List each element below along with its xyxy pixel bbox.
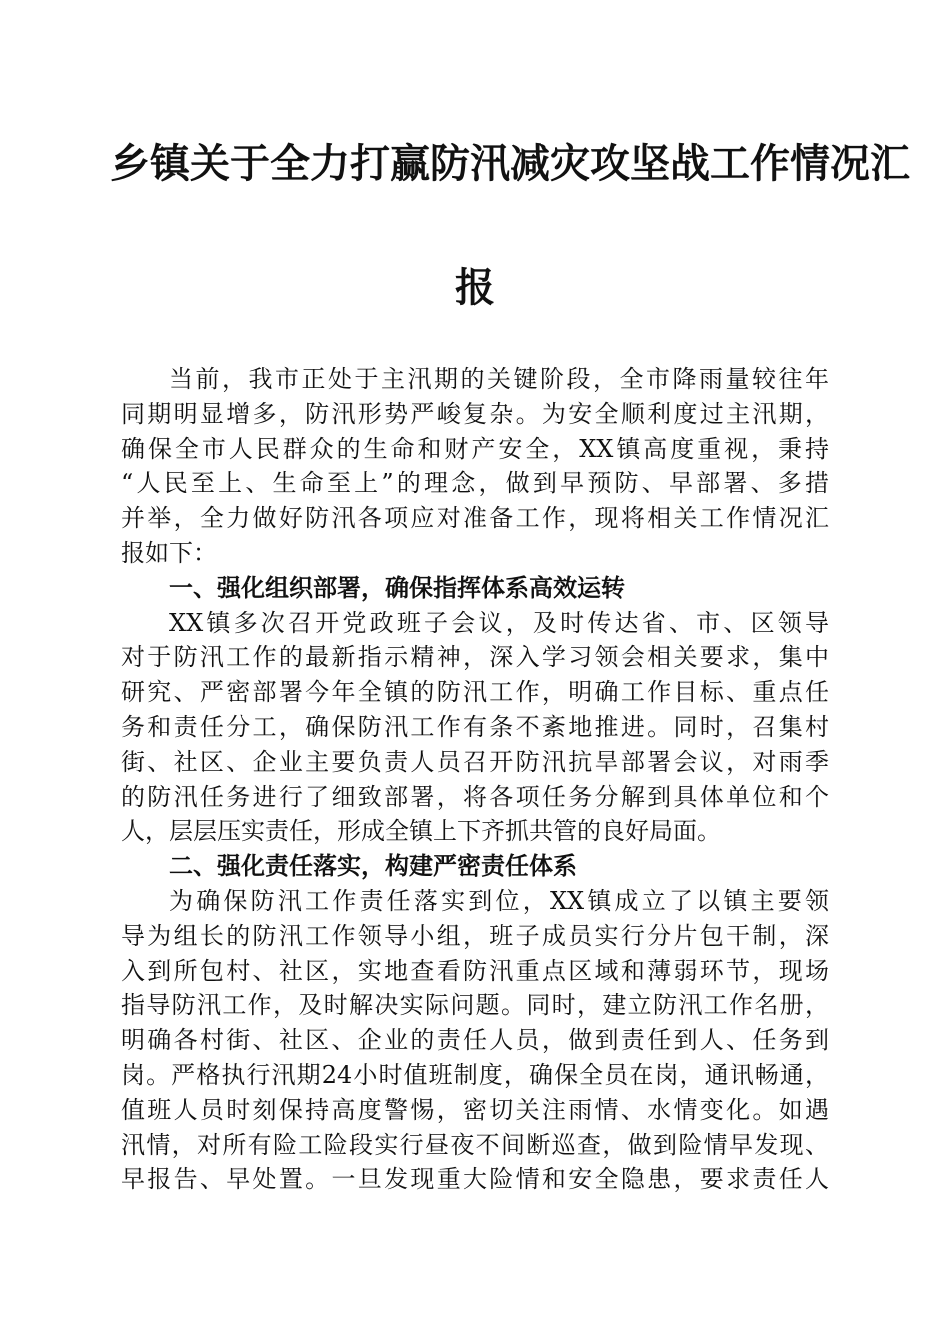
paragraph-line: 确保全市人民群众的生命和财产安全，XX镇高度重视，秉持: [121, 434, 829, 463]
paragraph-line: 早报告、早处置。一旦发现重大险情和安全隐患，要求责任人: [121, 1165, 829, 1194]
paragraph-line: 研究、严密部署今年全镇的防汛工作，明确工作目标、重点任: [121, 678, 829, 707]
paragraph-line: 值班人员时刻保持高度警惕，密切关注雨情、水情变化。如遇: [121, 1095, 829, 1124]
paragraph-line: 指导防汛工作，及时解决实际问题。同时，建立防汛工作名册，: [121, 991, 829, 1020]
paragraph-line: 入到所包村、社区，实地查看防汛重点区域和薄弱环节，现场: [121, 956, 829, 985]
document-title-line-1: 乡镇关于全力打赢防汛减灾攻坚战工作情况汇: [110, 140, 910, 187]
paragraph-line: 同期明显增多，防汛形势严峻复杂。为安全顺利度过主汛期，: [121, 399, 829, 428]
paragraph-indent: [121, 884, 169, 919]
paragraph-indent: [121, 606, 169, 641]
paragraph-line: 并举，全力做好防汛各项应对准备工作，现将相关工作情况汇: [121, 504, 829, 533]
paragraph-line: 街、社区、企业主要负责人员召开防汛抗旱部署会议，对雨季: [121, 747, 829, 776]
paragraph-line: 务和责任分工，确保防汛工作有条不紊地推进。同时，召集村: [121, 712, 829, 741]
paragraph-line: 明确各村街、社区、企业的责任人员，做到责任到人、任务到: [121, 1026, 829, 1055]
paragraph-line: 导为组长的防汛工作领导小组，班子成员实行分片包干制，深: [121, 921, 829, 950]
paragraph-line: 报如下：: [121, 538, 217, 567]
paragraph-line: 汛情，对所有险工险段实行昼夜不间断巡查，做到险情早发现、: [121, 1130, 829, 1159]
paragraph-line: 岗。严格执行汛期24小时值班制度，确保全员在岗，通讯畅通，: [121, 1060, 829, 1089]
paragraph-line: [121, 362, 829, 397]
section-heading: 二、强化责任落实，构建严密责任体系: [169, 852, 577, 881]
paragraph-line-text: 为确保防汛工作责任落实到位，XX镇成立了以镇主要领: [169, 886, 829, 915]
paragraph-line: “人民至上、生命至上”的理念，做到早预防、早部署、多措: [121, 469, 829, 498]
paragraph-line: [121, 884, 829, 919]
document-body: [121, 362, 829, 1197]
paragraph-line-text: 当前，我市正处于主汛期的关键阶段，全市降雨量较往年: [169, 365, 829, 393]
paragraph-line: [121, 606, 829, 641]
paragraph-line-text: XX镇多次召开党政班子会议，及时传达省、市、区领导: [169, 608, 829, 637]
paragraph-line: 人，层层压实责任，形成全镇上下齐抓共管的良好局面。: [121, 817, 721, 846]
document-title-line-2: 报: [455, 264, 495, 311]
paragraph-line: 的防汛任务进行了细致部署，将各项任务分解到具体单位和个: [121, 782, 829, 811]
section-heading: 一、强化组织部署，确保指挥体系高效运转: [169, 573, 625, 602]
paragraph-line: 对于防汛工作的最新指示精神，深入学习领会相关要求，集中: [121, 643, 829, 672]
paragraph-indent: [121, 362, 169, 397]
